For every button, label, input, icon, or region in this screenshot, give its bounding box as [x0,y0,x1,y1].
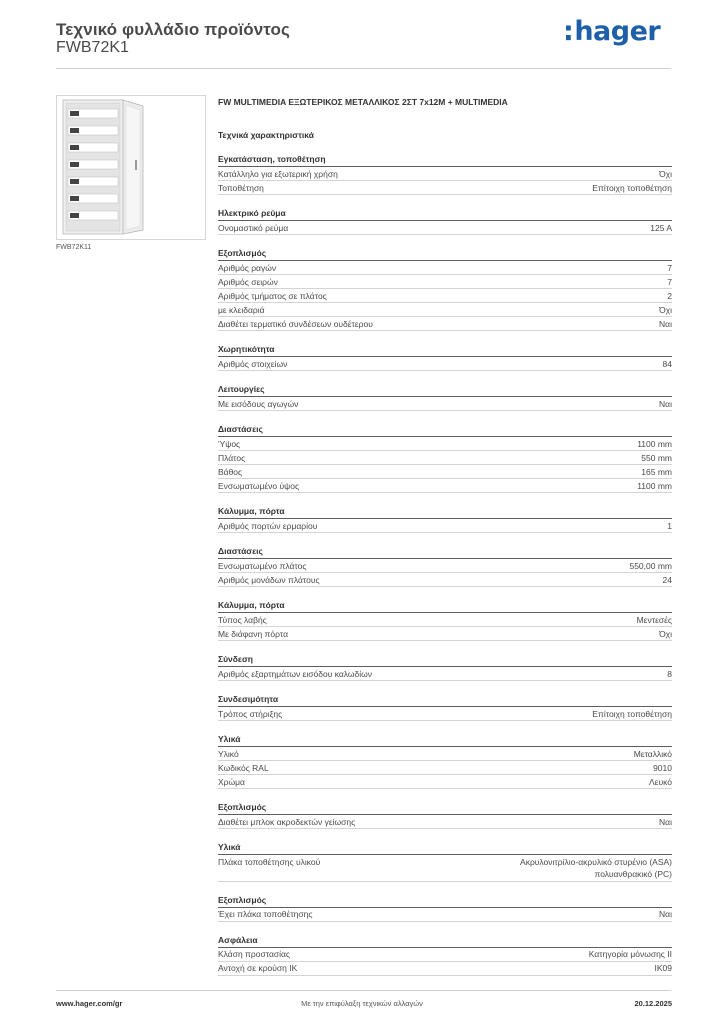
spec-row [218,357,672,371]
spec-row [218,962,672,976]
spec-row [218,627,672,641]
spec-value: 7 [667,262,672,273]
spec-group-title: Εξοπλισμός [218,247,672,261]
footer-date: 20.12.2025 [634,999,672,1008]
product-name: FW MULTIMEDIA ΕΞΩΤΕΡΙΚΟΣ ΜΕΤΑΛΛΙΚΟΣ 2ΣΤ 7x12M + MULTIMEDIA [218,97,508,107]
spec-row [218,317,672,331]
spec-row [218,747,672,761]
spec-value [520,856,672,881]
spec-group [218,693,672,721]
spec-group-title: Διαστάσεις [218,423,672,437]
document-title: Τεχνικό φυλλάδιο προϊόντος [56,20,290,39]
logo-text: hager [574,16,661,47]
spec-row [218,289,672,303]
spec-group-title: Λειτουργίες [218,383,672,397]
spec-label: με κλειδαριά [218,304,265,315]
spec-row [218,221,672,235]
spec-label: Ύψος [218,438,241,449]
spec-group [218,207,672,235]
spec-row [218,948,672,962]
hager-logo: :hager [563,16,661,47]
spec-group-title: Υλικά [218,841,672,855]
spec-label: Κλάση προστασίας [218,949,291,959]
spec-row [218,479,672,493]
spec-value: 7 [667,276,672,287]
spec-label: Διαθέτει μπλοκ ακροδεκτών γείωσης [218,816,356,827]
spec-label: Με εισόδους αγωγών [218,398,299,409]
spec-row [218,908,672,922]
spec-group [218,894,672,922]
spec-label: Πλάτος [218,452,246,463]
spec-group-title: Σύνδεση [218,653,672,667]
spec-label: Αριθμός στοιχείων [218,358,288,369]
spec-label: Κωδικός RAL [218,762,269,773]
spec-content [218,96,672,976]
spec-row [218,167,672,181]
spec-value: Επίτοιχη τοποθέτηση [592,708,672,719]
product-code: FWB72K1 [56,39,129,56]
spec-groups [218,153,672,976]
spec-group-title: Εξοπλισμός [218,894,672,908]
spec-value: 1100 mm [637,480,672,491]
spec-label: Αριθμός εξαρτημάτων εισόδου καλωδίων [218,668,373,679]
spec-label: Αριθμός πορτών ερμαρίου [218,520,318,531]
spec-row [218,613,672,627]
spec-group-title: Κάλυμμα, πόρτα [218,599,672,613]
footer-website: www.hager.com/gr [56,999,123,1008]
spec-group [218,545,672,587]
spec-value: Όχι [659,304,672,315]
spec-value: 2 [667,290,672,301]
spec-row [218,761,672,775]
spec-row [218,559,672,573]
spec-label: Τρόπος στήριξης [218,708,283,719]
spec-value: Κατηγορία μόνωσης II [588,949,672,959]
spec-row [218,667,672,681]
spec-group-title: Συνδεσιμότητα [218,693,672,707]
spec-row [218,275,672,289]
spec-group-title: Χωρητικότητα [218,343,672,357]
spec-row [218,573,672,587]
spec-label: Υλικό [218,748,239,759]
spec-group-title: Ηλεκτρικό ρεύμα [218,207,672,221]
spec-value: Ναι [659,816,672,827]
spec-value: Όχι [659,628,672,639]
spec-group [218,153,672,195]
spec-label: Ενσωματωμένο ύψος [218,480,300,491]
spec-row [218,465,672,479]
footer-notice: Με την επιφύλαξη τεχνικών αλλαγών [301,999,423,1008]
spec-row [218,181,672,195]
image-caption: FWB72K11 [56,244,92,251]
spec-group-title: Εξοπλισμός [218,801,672,815]
spec-value: 84 [662,358,672,369]
spec-label: Έχει πλάκα τοποθέτησης [218,909,313,919]
spec-group [218,247,672,331]
spec-value: Ναι [659,398,672,409]
spec-group [218,653,672,681]
spec-row [218,519,672,533]
spec-label: Αριθμός τμήματος σε πλάτος [218,290,327,301]
spec-value: 24 [662,574,672,585]
spec-row [218,855,672,882]
spec-row [218,437,672,451]
spec-label: Ονομαστικό ρεύμα [218,222,289,233]
spec-value: Μεταλλικό [633,748,672,759]
spec-label: Αριθμός μονάδων πλάτους [218,574,320,585]
spec-group [218,841,672,882]
spec-label: Πλάκα τοποθέτησης υλικού [218,856,321,867]
spec-label: Διαθέτει τερματικό συνδέσεων ουδέτερου [218,318,373,329]
spec-group-title: Εγκατάσταση, τοποθέτηση [218,153,672,167]
spec-label: Με διάφανη πόρτα [218,628,288,639]
spec-value: 9010 [653,762,672,773]
spec-value: 550,00 mm [629,560,672,571]
section-heading: Τεχνικά χαρακτηριστικά [218,130,314,140]
spec-label: Χρώμα [218,776,245,787]
spec-row [218,815,672,829]
spec-value: Λευκό [649,776,672,787]
spec-label: Κατάλληλο για εξωτερική χρήση [218,168,338,179]
cabinet-illustration [57,96,205,239]
product-image [56,95,206,240]
spec-label: Τύπος λαβής [218,614,267,625]
spec-value: Ναι [659,318,672,329]
spec-value: Μεντεσές [636,614,672,625]
spec-value-line: πολυανθρακικό (PC) [594,869,672,879]
spec-value: IK09 [654,963,672,973]
spec-label: Ενσωματωμένο πλάτος [218,560,307,571]
spec-row [218,775,672,789]
spec-label: Αριθμός ραγών [218,262,277,273]
spec-group [218,934,672,976]
spec-value: 8 [667,668,672,679]
footer-divider [56,990,671,991]
spec-value: 165 mm [641,466,672,477]
spec-group [218,599,672,641]
spec-label: Αντοχή σε κρούση IK [218,963,298,973]
spec-row [218,303,672,317]
spec-value: Όχι [659,168,672,179]
spec-group [218,383,672,411]
spec-group [218,801,672,829]
spec-value: Ναι [659,909,672,919]
spec-label: Βάθος [218,466,243,477]
spec-group-title: Υλικά [218,733,672,747]
header-divider [56,68,671,69]
spec-value-line: Ακρυλονιτρίλιο-ακρυλικό στυρένιο (ASA) [520,856,672,867]
spec-value: Επίτοιχη τοποθέτηση [592,182,672,193]
spec-row [218,397,672,411]
spec-value: 125 A [650,222,672,233]
spec-value: 1100 mm [637,438,672,449]
spec-group-title: Κάλυμμα, πόρτα [218,505,672,519]
spec-row [218,261,672,275]
spec-group [218,505,672,533]
spec-group [218,423,672,493]
spec-label: Τοποθέτηση [218,182,264,193]
spec-value: 1 [667,520,672,531]
spec-group [218,733,672,789]
spec-group [218,343,672,371]
spec-row [218,451,672,465]
spec-row [218,707,672,721]
spec-group-title: Ασφάλεια [218,934,672,948]
spec-value: 550 mm [641,452,672,463]
spec-label: Αριθμός σειρών [218,276,278,287]
spec-group-title: Διαστάσεις [218,545,672,559]
